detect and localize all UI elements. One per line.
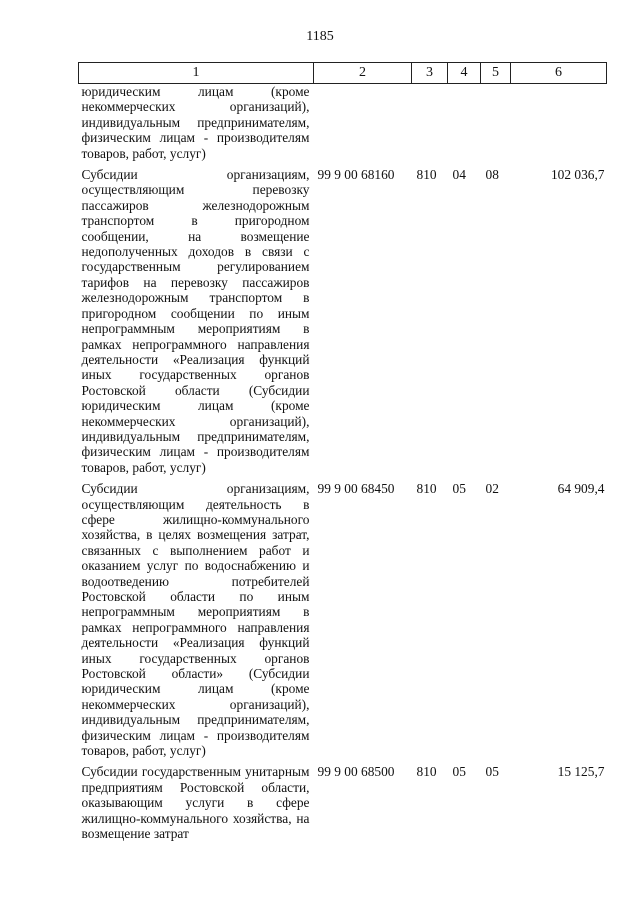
- row-amount: 15 125,7: [557, 764, 605, 780]
- row-amount: 64 909,4: [557, 481, 605, 497]
- row-vr: 810: [416, 167, 437, 183]
- row-subsection: 05: [485, 764, 499, 780]
- row-vr: 810: [416, 481, 437, 497]
- column-number-header: [79, 63, 607, 84]
- table-row: [79, 481, 607, 764]
- row-section: [448, 84, 481, 168]
- row-code: 99 9 00 68500: [317, 764, 395, 780]
- row-amount: [511, 84, 607, 168]
- row-description: Субсидии организациям, осуществляющим перевозку пассажиров железнодорожным транспортом в пригородном сообщении, на возмещение недополученных доходов в связи с государственным регулированием тарифов на перевозку пассажиров железнодорожным транспортом в пригородном сообщении по иным непрограммным мероприятиям в рамках непрограммного направления деятельности «Реализация функций иных государственных органов Ростовской области (Субсидии юридическим лицам (кроме некоммерческих организаций), индивидуальным предпринимателям, физическим лицам - производителям товаров, работ, услуг): [81, 167, 310, 475]
- column-header-3: 3: [412, 63, 448, 84]
- row-vr: 810: [416, 764, 437, 780]
- column-header-2: 2: [314, 63, 412, 84]
- row-section: 05: [452, 764, 466, 780]
- row-section: 05: [452, 481, 466, 497]
- row-vr: [412, 84, 448, 168]
- row-description: Субсидии государственным унитарным предприятиям Ростовской области, оказывающим услуги в сфере жилищно-коммунального хозяйства, на возмещение затрат: [81, 764, 310, 842]
- row-code: [314, 84, 412, 168]
- column-header-5: 5: [481, 63, 511, 84]
- column-header-4: 4: [448, 63, 481, 84]
- row-code: 99 9 00 68160: [317, 167, 395, 183]
- table-row: [79, 764, 607, 847]
- table-row: [79, 84, 607, 168]
- row-subsection: [481, 84, 511, 168]
- column-header-1: 1: [79, 63, 314, 84]
- row-description: Субсидии организациям, осуществляющим деятельность в сфере жилищно-коммунального хозяйства, в целях возмещения затрат, связанных с выполнением работ и оказанием услуг по водоснабжению и водоотведению потребителей Ростовской области по иным непрограммным мероприятиям в рамках непрограммного направления деятельности «Реализация функций иных государственных органов Ростовской области» (Субсидии юридическим лицам (кроме некоммерческих организаций), индивидуальным предпринимателям, физическим лицам - производителям товаров, работ, услуг): [81, 481, 310, 759]
- row-section: 04: [452, 167, 466, 183]
- row-subsection: 08: [485, 167, 499, 183]
- row-code: 99 9 00 68450: [317, 481, 395, 497]
- row-amount: 102 036,7: [550, 167, 605, 183]
- table-row: [79, 167, 607, 481]
- row-subsection: 02: [485, 481, 499, 497]
- page-number: 1185: [306, 29, 334, 44]
- budget-table: [78, 62, 607, 848]
- column-header-6: 6: [511, 63, 607, 84]
- row-description: юридическим лицам (кроме некоммерческих организаций), индивидуальным предпринимателям, физическим лицам - производителям товаров, работ, услуг): [81, 84, 310, 161]
